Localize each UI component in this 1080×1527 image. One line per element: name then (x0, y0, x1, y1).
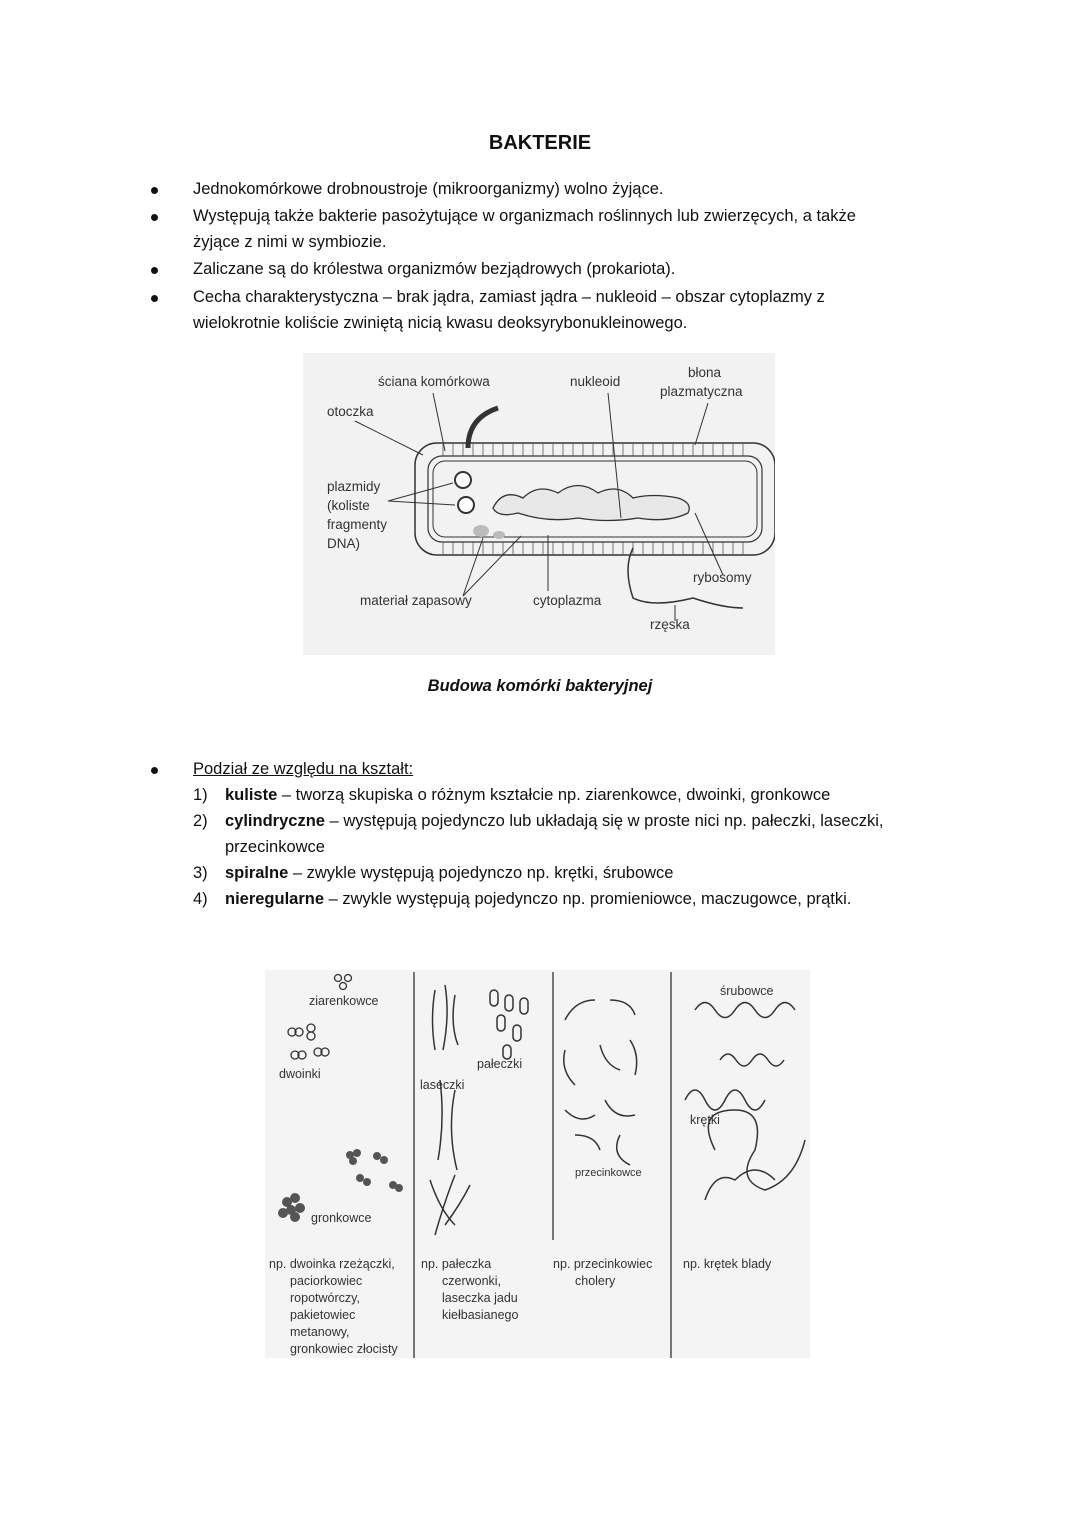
label-flagellum: rzęska (650, 617, 690, 632)
label-laseczki: laseczki (420, 1078, 465, 1092)
example-text: ropotwórczy, (290, 1291, 360, 1305)
example-text: kiełbasianego (442, 1308, 519, 1322)
bacteria-shapes-figure (265, 970, 810, 1358)
list-item (225, 890, 851, 909)
item-desc: – tworzą skupiska o różnym kształcie np. ziarenkowce, dwoinki, gronkowce (277, 786, 831, 804)
example-text: laseczka jadu (442, 1291, 518, 1305)
bullet-text: Cecha charakterystyczna – brak jądra, zamiast jądra – nukleoid – obszar cytoplazmy z (193, 288, 825, 306)
example-text: np. krętek blady (683, 1257, 772, 1271)
example-text: czerwonki, (442, 1274, 502, 1288)
bacterial-cell-diagram (303, 353, 775, 655)
label-gronkowce: gronkowce (311, 1211, 372, 1225)
item-desc: przecinkowce (225, 838, 325, 856)
label-srubowce: śrubowce (720, 984, 774, 998)
bullet-icon (151, 295, 158, 302)
bullet-text: żyjące z nimi w symbiozie. (193, 233, 387, 251)
bullet-text: wielokrotnie koliście zwiniętą nicią kwasu deoksyrybonukleinowego. (193, 314, 688, 332)
bullet-icon (151, 187, 158, 194)
label-membrane: błona (688, 365, 722, 380)
label-plasmids: DNA) (327, 536, 360, 551)
example-text: np. przecinkowiec (553, 1257, 653, 1271)
label-kretki: krętki (690, 1113, 720, 1127)
example-text: np. pałeczka (421, 1257, 492, 1271)
bullet-text: Występują także bakterie pasożytujące w organizmach roślinnych lub zwierzęcych, a także (193, 207, 856, 225)
item-number: 2) (193, 812, 208, 830)
label-paleczki: pałeczki (477, 1057, 523, 1071)
label-cytoplasm: cytoplazma (533, 593, 602, 608)
label-plasmids: (koliste (327, 498, 370, 513)
label-capsule: otoczka (327, 404, 374, 419)
label-plasmids: plazmidy (327, 479, 381, 494)
example-text: gronkowiec złocisty (290, 1342, 398, 1356)
item-term: spiralne (225, 864, 289, 882)
example-text: np. dwoinka rzeżączki, (269, 1257, 395, 1271)
bullet-icon (151, 267, 158, 274)
bullet-text: Zaliczane są do królestwa organizmów bezjądrowych (prokariota). (193, 260, 676, 278)
label-nucleoid: nukleoid (570, 374, 621, 389)
item-number: 3) (193, 864, 208, 882)
item-desc: – występują pojedynczo lub układają się w proste nici np. pałeczki, laseczki, (324, 812, 884, 830)
list-item (225, 786, 830, 805)
item-term: cylindryczne (225, 812, 325, 830)
label-membrane: plazmatyczna (660, 384, 743, 399)
item-term: kuliste (225, 786, 278, 804)
label-plasmids: fragmenty (327, 517, 388, 532)
label-storage: materiał zapasowy (360, 593, 472, 608)
item-number: 1) (193, 786, 208, 804)
list-item (225, 812, 884, 831)
label-ziarenkowce: ziarenkowce (309, 994, 379, 1008)
example-text: pakietowiec (290, 1308, 356, 1322)
bullet-icon (151, 767, 158, 774)
item-number: 4) (193, 890, 208, 908)
bullet-icon (151, 214, 158, 221)
label-przecinkowce: przecinkowce (575, 1167, 642, 1179)
item-desc: – zwykle występują pojedynczo np. promieniowce, maczugowce, prątki. (324, 890, 852, 908)
example-text: paciorkowiec (290, 1274, 363, 1288)
section-heading: Podział ze względu na kształt: (193, 760, 414, 778)
example-text: metanowy, (290, 1325, 350, 1339)
label-ribosomes: rybosomy (693, 570, 752, 585)
item-desc: – zwykle występują pojedynczo np. krętki, śrubowce (288, 864, 674, 882)
bullet-text: Jednokomórkowe drobnoustroje (mikroorganizmy) wolno żyjące. (193, 180, 664, 198)
page-title: BAKTERIE (488, 132, 592, 154)
label-cell-wall: ściana komórkowa (378, 374, 490, 389)
figure-caption: Budowa komórki bakteryjnej (427, 677, 653, 695)
list-item (225, 864, 673, 883)
item-term: nieregularne (225, 890, 325, 908)
example-text: cholery (575, 1274, 616, 1288)
label-dwoinki: dwoinki (279, 1067, 321, 1081)
